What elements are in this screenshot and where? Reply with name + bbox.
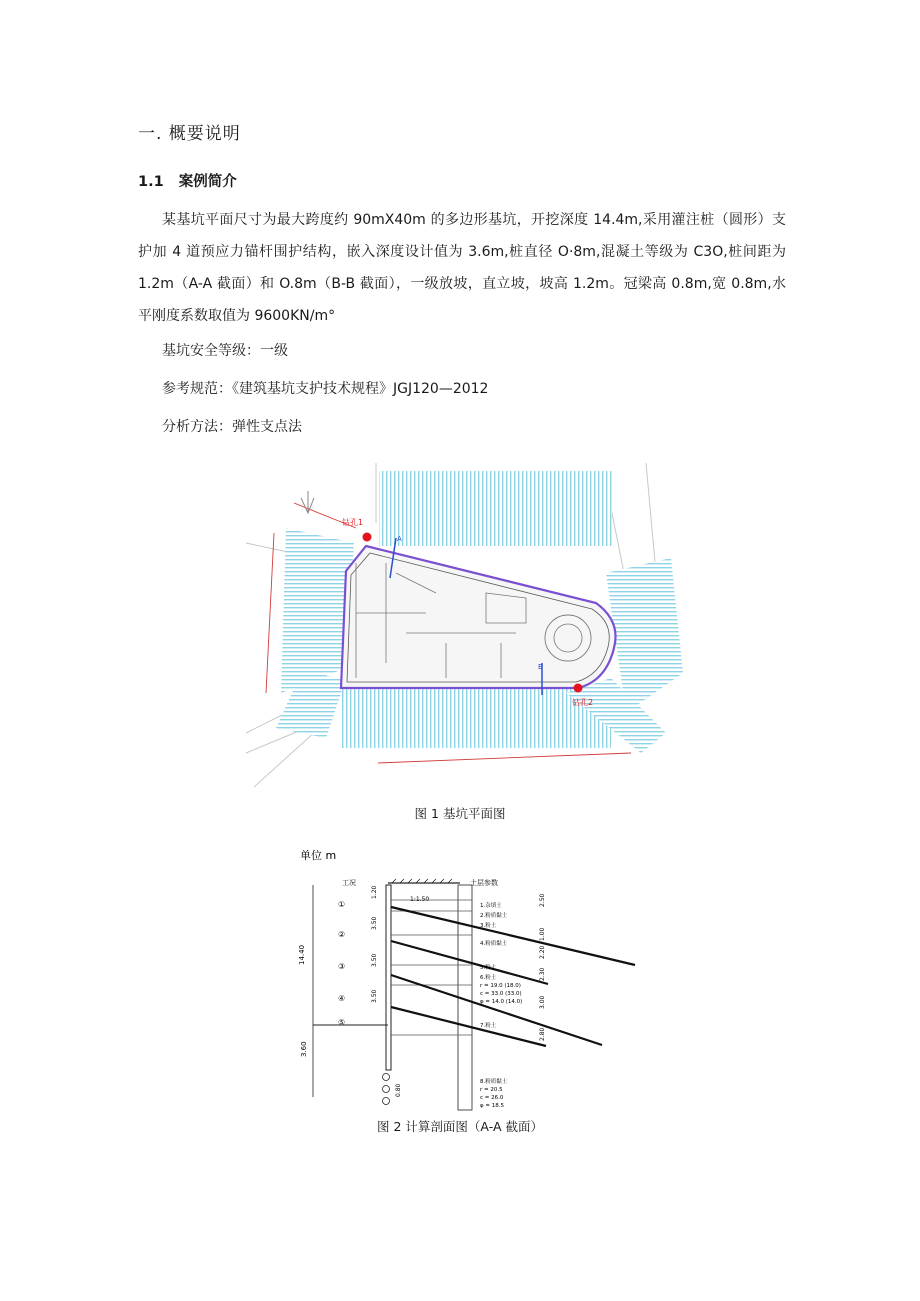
dim-left-1: 1.20: [371, 885, 378, 899]
layer8-c: c = 26.0: [480, 1095, 504, 1101]
reference-standard: 参考规范：《建筑基坑支护技术规程》JGJ120—2012: [162, 381, 489, 397]
pit-plan-figure: [246, 463, 683, 787]
intro-paragraph: 某基坑平面尺寸为最大跨度约 90mX40m 的多边形基坑，开挖深度 14.4m,采用灌注桩（圆形）支护加 4 道预应力锚杆围护结构，嵌入深度设计值为 3.6m,桩直径 O·8m,混凝土等级为 C3O,桩间距为 1.2m（A-A 截面）和 O.8m（B-B 截面），一级放坡，直立坡，坡高 1.2m。冠梁高 0.8m,宽 0.8m,水平刚度系数取值为 9600KN∕m°: [138, 212, 786, 324]
figure1-caption: 图 1 基坑平面图: [414, 806, 506, 821]
dim-right-3: 2.20: [539, 945, 546, 959]
layer-2: 2.粉质黏土: [480, 913, 508, 919]
dim-right-4: 2.30: [539, 967, 546, 981]
slope-label: 1:1.50: [410, 896, 430, 903]
step-1: ①: [338, 900, 346, 909]
subsection-heading: [138, 170, 237, 191]
drill-2-label: 钻孔2: [572, 698, 594, 707]
section-drawing: [300, 845, 643, 1110]
layer-3: 3.粉土: [480, 923, 497, 929]
analysis-method: 分析方法：弹性支点法: [162, 419, 302, 435]
layer-8: 8.粉质黏土: [480, 1079, 508, 1085]
layer6-c: c = 33.0 (33.0): [480, 991, 522, 997]
dim-left-4: 3.50: [371, 989, 378, 1003]
layer8-r: r = 20.5: [480, 1087, 503, 1093]
step-5: ⑤: [338, 1018, 346, 1027]
layer-4: 4.粉质黏土: [480, 941, 508, 947]
subsection-number: 1.1: [138, 174, 164, 190]
unit-label: 单位 m: [300, 849, 337, 862]
layer-7: 7.粉土: [480, 1023, 497, 1029]
dim-left-2: 3.50: [371, 916, 378, 930]
pile-spacing: 0.80: [395, 1083, 402, 1097]
pit-plan-drawing: [246, 463, 683, 787]
section-title: 一. 概要说明: [138, 124, 241, 144]
dim-total: 14.40: [298, 944, 306, 965]
section-figure: [300, 845, 643, 1110]
dim-right-5: 3.00: [539, 995, 546, 1009]
safety-level: 基坑安全等级：一级: [162, 343, 288, 359]
anchor-zone-bottom: [341, 688, 611, 748]
layer-5: 5.粉土: [480, 965, 497, 971]
dim-right-1: 2.50: [539, 893, 546, 907]
dim-embed: 3.60: [300, 1041, 308, 1057]
layer6-r: r = 19.0 (18.0): [480, 983, 521, 989]
section-b-label: B: [538, 663, 543, 671]
step-4: ④: [338, 994, 346, 1003]
layer-1: 1.杂填土: [480, 903, 502, 909]
dim-right-2: 1.00: [539, 927, 546, 941]
step-3: ③: [338, 962, 346, 971]
subsection-title: 案例简介: [178, 174, 237, 190]
drill-point-2: [574, 684, 583, 693]
anchor-zone-top: [379, 471, 612, 546]
soil-params-label: 土层参数: [470, 879, 498, 887]
drill-point-1: [363, 533, 372, 542]
step-2: ②: [338, 930, 346, 939]
dim-left-3: 3.50: [371, 953, 378, 967]
figure2-caption: 图 2 计算剖面图（A-A 截面）: [377, 1119, 543, 1134]
layer8-phi: φ = 18.5: [480, 1103, 504, 1109]
layer-6: 6.粉土: [480, 975, 497, 981]
drill-1-label: 钻孔1: [342, 518, 364, 527]
layer6-phi: φ = 14.0 (14.0): [480, 999, 523, 1005]
dim-right-6: 2.80: [539, 1027, 546, 1041]
section-a-label: A: [397, 535, 402, 543]
condition-label: 工况: [342, 879, 356, 887]
